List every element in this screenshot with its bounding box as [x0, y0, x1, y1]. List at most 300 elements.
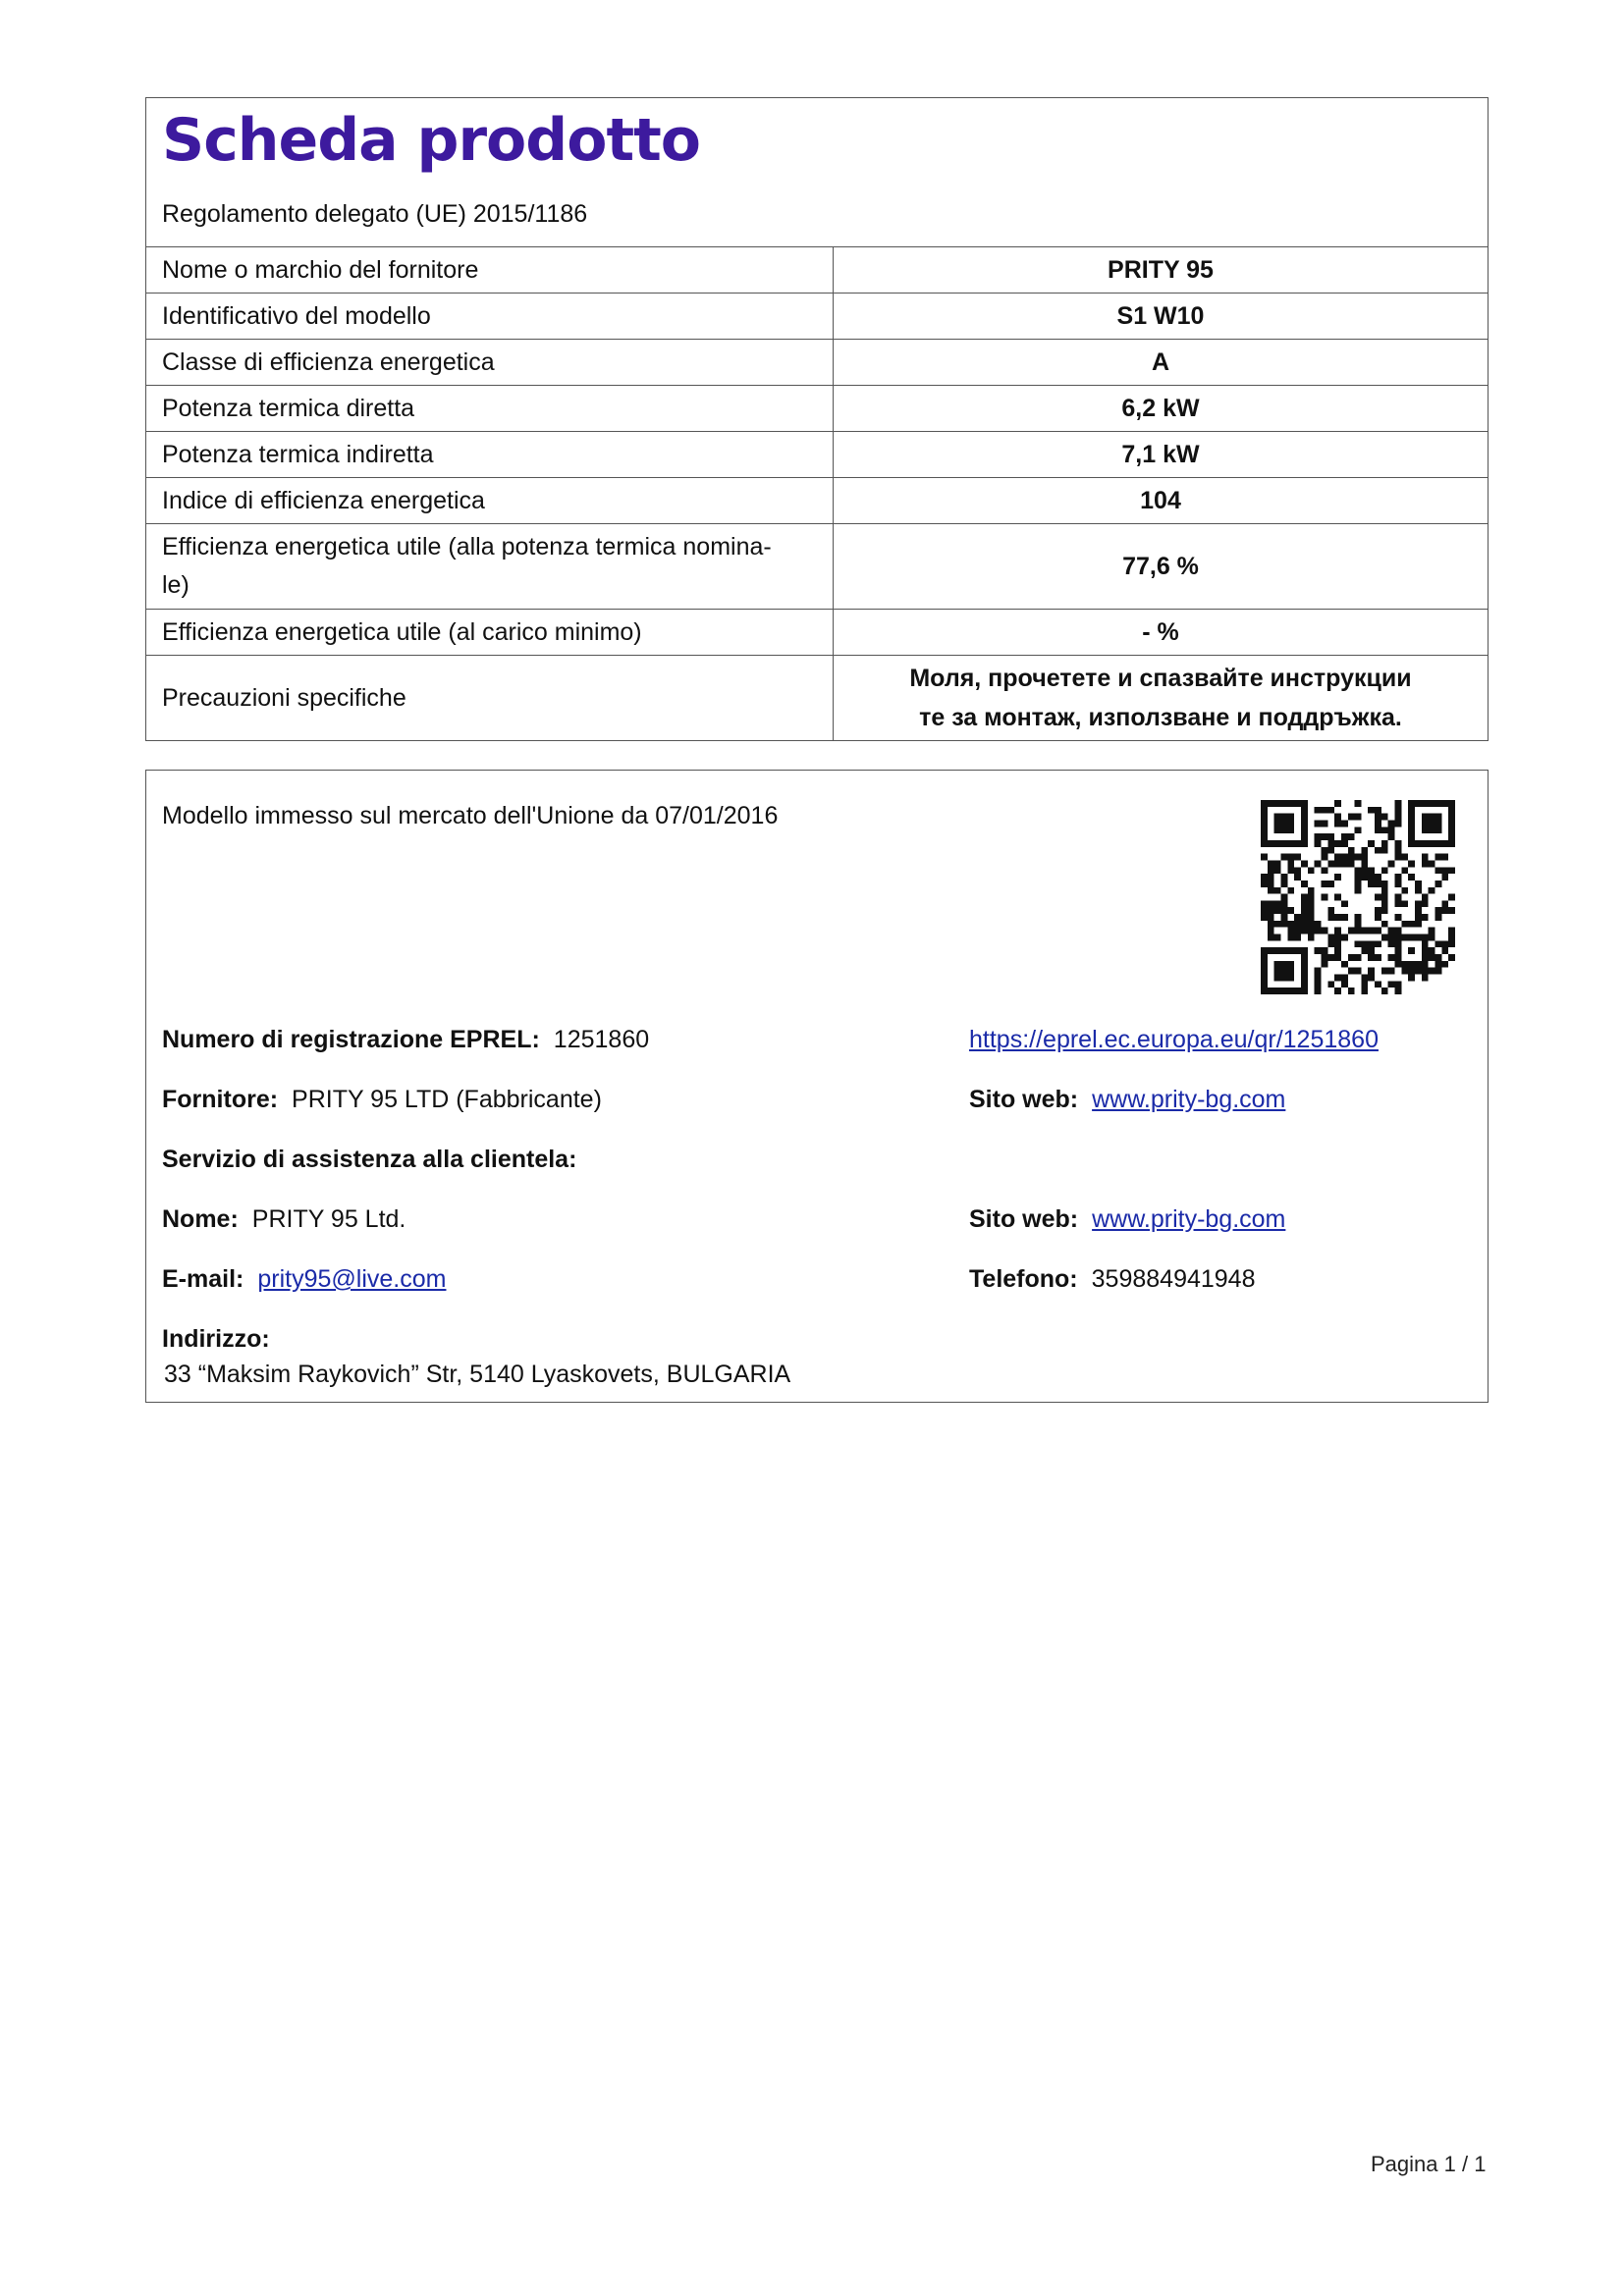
- qr-module: [1268, 800, 1274, 807]
- specs-table: [146, 246, 1488, 740]
- qr-module: [1261, 975, 1268, 982]
- qr-module: [1334, 988, 1341, 994]
- qr-module: [1287, 820, 1294, 827]
- qr-module: [1388, 833, 1395, 840]
- qr-module: [1422, 800, 1429, 807]
- qr-module: [1348, 847, 1355, 854]
- qr-module: [1287, 968, 1294, 975]
- qr-module: [1334, 947, 1341, 954]
- qr-module: [1361, 847, 1368, 854]
- qr-module: [1381, 900, 1388, 907]
- qr-module: [1448, 867, 1455, 874]
- qr-module: [1261, 800, 1268, 807]
- qr-module: [1395, 954, 1402, 961]
- qr-module: [1315, 807, 1322, 814]
- qr-module: [1422, 940, 1429, 947]
- qr-module: [1401, 934, 1408, 941]
- qr-module: [1301, 860, 1308, 867]
- qr-module: [1308, 867, 1315, 874]
- phone-label: Telefono:: [969, 1265, 1078, 1293]
- qr-module: [1261, 833, 1268, 840]
- eprel-link[interactable]: https://eprel.ec.europa.eu/qr/1251860: [969, 1026, 1379, 1053]
- qr-module: [1401, 900, 1408, 907]
- supplier-row: [162, 1086, 602, 1114]
- spec-label-line: Efficienza energetica utile (alla potenza termica nomina-: [162, 533, 772, 561]
- qr-module: [1301, 914, 1308, 921]
- qr-module: [1395, 961, 1402, 968]
- qr-module: [1268, 914, 1274, 921]
- qr-module: [1261, 968, 1268, 975]
- qr-module: [1435, 854, 1442, 861]
- qr-module: [1287, 800, 1294, 807]
- qr-module: [1261, 820, 1268, 827]
- table-row: [146, 478, 1488, 524]
- qr-module: [1408, 934, 1415, 941]
- qr-module: [1408, 860, 1415, 867]
- qr-module: [1308, 887, 1315, 894]
- qr-module: [1375, 907, 1381, 914]
- website-label: Sito web:: [969, 1205, 1079, 1233]
- spec-label: Nome o marchio del fornitore: [146, 247, 834, 294]
- qr-module: [1301, 894, 1308, 901]
- spec-label: [146, 524, 834, 610]
- qr-module: [1321, 833, 1327, 840]
- qr-module: [1368, 947, 1375, 954]
- qr-module: [1435, 961, 1442, 968]
- cs-website-row: [969, 1205, 1285, 1234]
- qr-module: [1334, 814, 1341, 821]
- cs-phone-row: [969, 1265, 1256, 1294]
- qr-module: [1348, 968, 1355, 975]
- qr-module: [1355, 814, 1362, 821]
- qr-module: [1294, 840, 1301, 847]
- email-link[interactable]: prity95@live.com: [257, 1265, 447, 1293]
- qr-module: [1261, 981, 1268, 988]
- spec-value: 77,6 %: [834, 524, 1489, 610]
- table-row: [146, 340, 1488, 386]
- qr-module: [1327, 914, 1334, 921]
- qr-module: [1435, 881, 1442, 887]
- qr-module: [1429, 827, 1435, 833]
- qr-module: [1448, 840, 1455, 847]
- qr-module: [1327, 860, 1334, 867]
- qr-module: [1315, 988, 1322, 994]
- qr-module: [1355, 914, 1362, 921]
- qr-module: [1355, 874, 1362, 881]
- qr-module: [1408, 814, 1415, 821]
- qr-module: [1287, 827, 1294, 833]
- customer-service-heading-text: Servizio di assistenza alla clientela:: [162, 1146, 577, 1173]
- qr-module: [1448, 894, 1455, 901]
- qr-module: [1261, 854, 1268, 861]
- page-number: Pagina 1 / 1: [1371, 2152, 1487, 2176]
- qr-module: [1388, 981, 1395, 988]
- spec-value: 104: [834, 478, 1489, 524]
- qr-module: [1415, 907, 1422, 914]
- qr-module: [1441, 900, 1448, 907]
- qr-module: [1261, 827, 1268, 833]
- qr-module: [1261, 840, 1268, 847]
- spec-label: Efficienza energetica utile (al carico minimo): [146, 610, 834, 656]
- qr-module: [1327, 807, 1334, 814]
- qr-module: [1441, 947, 1448, 954]
- address-label: Indirizzo:: [162, 1325, 270, 1353]
- qr-module: [1408, 800, 1415, 807]
- qr-module: [1448, 928, 1455, 934]
- qr-module: [1274, 907, 1281, 914]
- qr-module: [1429, 820, 1435, 827]
- qr-module: [1287, 934, 1294, 941]
- qr-module: [1429, 814, 1435, 821]
- qr-module: [1321, 947, 1327, 954]
- qr-module: [1381, 894, 1388, 901]
- qr-module: [1401, 961, 1408, 968]
- qr-module: [1301, 881, 1308, 887]
- qr-module: [1395, 981, 1402, 988]
- table-row: [146, 294, 1488, 340]
- qr-module: [1334, 975, 1341, 982]
- qr-module: [1301, 800, 1308, 807]
- qr-module: [1287, 887, 1294, 894]
- qr-module: [1355, 867, 1362, 874]
- qr-module: [1381, 968, 1388, 975]
- qr-module: [1321, 954, 1327, 961]
- qr-module: [1348, 954, 1355, 961]
- qr-module: [1395, 988, 1402, 994]
- qr-module: [1315, 833, 1322, 840]
- qr-module: [1435, 968, 1442, 975]
- qr-module: [1355, 940, 1362, 947]
- qr-module: [1294, 867, 1301, 874]
- supplier-label: Fornitore:: [162, 1086, 279, 1113]
- qr-module: [1327, 907, 1334, 914]
- spec-label: Potenza termica diretta: [146, 386, 834, 432]
- qr-module: [1280, 907, 1287, 914]
- qr-module: [1429, 887, 1435, 894]
- qr-module: [1268, 928, 1274, 934]
- qr-module: [1441, 854, 1448, 861]
- qr-module: [1415, 840, 1422, 847]
- qr-module: [1448, 934, 1455, 941]
- qr-module: [1368, 940, 1375, 947]
- qr-module: [1422, 900, 1429, 907]
- table-row: [146, 432, 1488, 478]
- qr-module: [1395, 940, 1402, 947]
- supplier-name: PRITY 95 LTD (Fabbricante): [292, 1086, 602, 1113]
- qr-module: [1408, 827, 1415, 833]
- qr-module: [1395, 914, 1402, 921]
- qr-module: [1395, 820, 1402, 827]
- eprel-registration: [162, 1026, 649, 1054]
- spec-value: PRITY 95: [834, 247, 1489, 294]
- qr-module: [1361, 860, 1368, 867]
- qr-module: [1287, 928, 1294, 934]
- qr-module: [1261, 874, 1268, 881]
- qr-module: [1422, 914, 1429, 921]
- qr-module: [1448, 833, 1455, 840]
- qr-module: [1334, 800, 1341, 807]
- qr-module: [1274, 900, 1281, 907]
- qr-module: [1341, 900, 1348, 907]
- qr-module: [1341, 975, 1348, 982]
- qr-module: [1321, 807, 1327, 814]
- qr-module: [1355, 928, 1362, 934]
- table-row: [146, 247, 1488, 294]
- qr-module: [1301, 900, 1308, 907]
- address-label-row: [162, 1325, 284, 1354]
- qr-module: [1381, 907, 1388, 914]
- qr-module: [1408, 820, 1415, 827]
- qr-module: [1315, 840, 1322, 847]
- qr-module: [1375, 847, 1381, 854]
- qr-module: [1327, 954, 1334, 961]
- qr-module: [1395, 900, 1402, 907]
- product-sheet-card: [145, 97, 1489, 741]
- qr-module: [1388, 968, 1395, 975]
- qr-module: [1321, 847, 1327, 854]
- qr-module: [1301, 820, 1308, 827]
- qr-module: [1448, 807, 1455, 814]
- qr-module: [1415, 934, 1422, 941]
- qr-module: [1294, 988, 1301, 994]
- qr-module: [1334, 894, 1341, 901]
- qr-module: [1294, 914, 1301, 921]
- qr-module: [1287, 975, 1294, 982]
- qr-module: [1435, 814, 1442, 821]
- qr-module: [1308, 921, 1315, 928]
- qr-module: [1422, 934, 1429, 941]
- qr-module: [1274, 860, 1281, 867]
- qr-module: [1261, 907, 1268, 914]
- qr-module: [1341, 981, 1348, 988]
- qr-module: [1280, 968, 1287, 975]
- qr-module: [1381, 827, 1388, 833]
- qr-module: [1321, 894, 1327, 901]
- qr-module: [1268, 881, 1274, 887]
- qr-module: [1280, 827, 1287, 833]
- qr-module: [1261, 988, 1268, 994]
- qr-module: [1308, 894, 1315, 901]
- qr-module: [1435, 940, 1442, 947]
- qr-module: [1361, 867, 1368, 874]
- qr-module: [1327, 940, 1334, 947]
- qr-module: [1287, 988, 1294, 994]
- qr-module: [1301, 975, 1308, 982]
- qr-module: [1294, 947, 1301, 954]
- qr-module: [1422, 947, 1429, 954]
- qr-module: [1441, 874, 1448, 881]
- qr-module: [1361, 928, 1368, 934]
- qr-module: [1395, 934, 1402, 941]
- qr-module: [1301, 947, 1308, 954]
- qr-module: [1361, 874, 1368, 881]
- qr-module: [1388, 928, 1395, 934]
- qr-module: [1422, 975, 1429, 982]
- qr-module: [1334, 914, 1341, 921]
- qr-module: [1448, 820, 1455, 827]
- qr-module: [1301, 833, 1308, 840]
- qr-module: [1388, 954, 1395, 961]
- qr-module: [1429, 860, 1435, 867]
- qr-module: [1375, 874, 1381, 881]
- qr-module: [1315, 820, 1322, 827]
- qr-code-icon[interactable]: [1261, 800, 1455, 994]
- qr-module: [1301, 968, 1308, 975]
- qr-module: [1321, 854, 1327, 861]
- eprel-number: 1251860: [553, 1026, 650, 1053]
- qr-module: [1401, 968, 1408, 975]
- qr-module: [1294, 934, 1301, 941]
- qr-module: [1315, 968, 1322, 975]
- qr-module: [1448, 827, 1455, 833]
- qr-module: [1395, 928, 1402, 934]
- qr-module: [1261, 900, 1268, 907]
- qr-module: [1408, 840, 1415, 847]
- qr-module: [1422, 827, 1429, 833]
- qr-module: [1327, 981, 1334, 988]
- qr-module: [1315, 860, 1322, 867]
- cs-website-link[interactable]: www.prity-bg.com: [1092, 1205, 1286, 1233]
- qr-module: [1268, 900, 1274, 907]
- qr-module: [1294, 800, 1301, 807]
- qr-module: [1308, 914, 1315, 921]
- qr-module: [1429, 947, 1435, 954]
- qr-module: [1375, 914, 1381, 921]
- qr-module: [1348, 928, 1355, 934]
- qr-module: [1301, 827, 1308, 833]
- qr-module: [1287, 961, 1294, 968]
- qr-module: [1261, 947, 1268, 954]
- qr-module: [1361, 940, 1368, 947]
- qr-module: [1422, 840, 1429, 847]
- supplier-website-link[interactable]: www.prity-bg.com: [1092, 1086, 1286, 1113]
- qr-module: [1348, 854, 1355, 861]
- qr-module: [1395, 847, 1402, 854]
- qr-module: [1334, 860, 1341, 867]
- qr-module: [1268, 860, 1274, 867]
- qr-module: [1401, 854, 1408, 861]
- qr-module: [1395, 807, 1402, 814]
- qr-module: [1280, 914, 1287, 921]
- qr-module: [1381, 887, 1388, 894]
- qr-module: [1361, 947, 1368, 954]
- qr-module: [1287, 854, 1294, 861]
- qr-module: [1280, 921, 1287, 928]
- qr-module: [1395, 874, 1402, 881]
- qr-module: [1261, 914, 1268, 921]
- qr-module: [1381, 881, 1388, 887]
- qr-module: [1327, 833, 1334, 840]
- qr-module: [1408, 975, 1415, 982]
- qr-module: [1368, 968, 1375, 975]
- qr-module: [1287, 840, 1294, 847]
- qr-module: [1415, 800, 1422, 807]
- qr-module: [1381, 988, 1388, 994]
- spec-label: Potenza termica indiretta: [146, 432, 834, 478]
- qr-module: [1321, 928, 1327, 934]
- qr-module: [1268, 921, 1274, 928]
- qr-module: [1274, 827, 1281, 833]
- qr-module: [1395, 840, 1402, 847]
- qr-module: [1261, 954, 1268, 961]
- qr-module: [1375, 881, 1381, 887]
- qr-module: [1301, 981, 1308, 988]
- cs-email-row: [162, 1265, 446, 1294]
- qr-module: [1375, 827, 1381, 833]
- spec-label: Precauzioni specifiche: [146, 656, 834, 741]
- qr-module: [1422, 961, 1429, 968]
- qr-module: [1429, 954, 1435, 961]
- qr-module: [1375, 940, 1381, 947]
- qr-module: [1448, 940, 1455, 947]
- qr-module: [1301, 907, 1308, 914]
- qr-module: [1388, 934, 1395, 941]
- qr-module: [1361, 988, 1368, 994]
- qr-module: [1274, 867, 1281, 874]
- qr-module: [1429, 928, 1435, 934]
- qr-module: [1441, 840, 1448, 847]
- qr-module: [1375, 954, 1381, 961]
- qr-module: [1280, 854, 1287, 861]
- qr-module: [1415, 900, 1422, 907]
- qr-module: [1375, 814, 1381, 821]
- eprel-url-wrap: [969, 1026, 1379, 1054]
- qr-module: [1341, 833, 1348, 840]
- qr-module: [1415, 968, 1422, 975]
- spec-value-line: те за монтаж, използване и поддръжка.: [919, 704, 1402, 731]
- qr-module: [1395, 894, 1402, 901]
- qr-module: [1280, 975, 1287, 982]
- qr-module: [1441, 961, 1448, 968]
- qr-module: [1435, 914, 1442, 921]
- qr-module: [1274, 988, 1281, 994]
- qr-module: [1368, 807, 1375, 814]
- qr-module: [1375, 928, 1381, 934]
- qr-module: [1274, 800, 1281, 807]
- qr-module: [1308, 900, 1315, 907]
- qr-module: [1355, 887, 1362, 894]
- qr-module: [1280, 881, 1287, 887]
- spec-value: 6,2 kW: [834, 386, 1489, 432]
- table-row: [146, 610, 1488, 656]
- qr-module: [1334, 940, 1341, 947]
- qr-module: [1415, 921, 1422, 928]
- qr-module: [1355, 954, 1362, 961]
- qr-module: [1381, 867, 1388, 874]
- table-row: [146, 386, 1488, 432]
- qr-module: [1441, 800, 1448, 807]
- qr-module: [1348, 860, 1355, 867]
- qr-module: [1287, 867, 1294, 874]
- qr-module: [1268, 840, 1274, 847]
- qr-module: [1381, 840, 1388, 847]
- qr-module: [1280, 988, 1287, 994]
- qr-module: [1435, 954, 1442, 961]
- qr-module: [1388, 940, 1395, 947]
- cs-name-row: [162, 1205, 406, 1234]
- qr-module: [1301, 807, 1308, 814]
- qr-module: [1395, 854, 1402, 861]
- qr-module: [1348, 988, 1355, 994]
- qr-module: [1280, 814, 1287, 821]
- qr-module: [1355, 968, 1362, 975]
- qr-module: [1321, 820, 1327, 827]
- qr-module: [1327, 881, 1334, 887]
- qr-module: [1280, 800, 1287, 807]
- qr-module: [1375, 820, 1381, 827]
- qr-module: [1327, 840, 1334, 847]
- qr-module: [1280, 840, 1287, 847]
